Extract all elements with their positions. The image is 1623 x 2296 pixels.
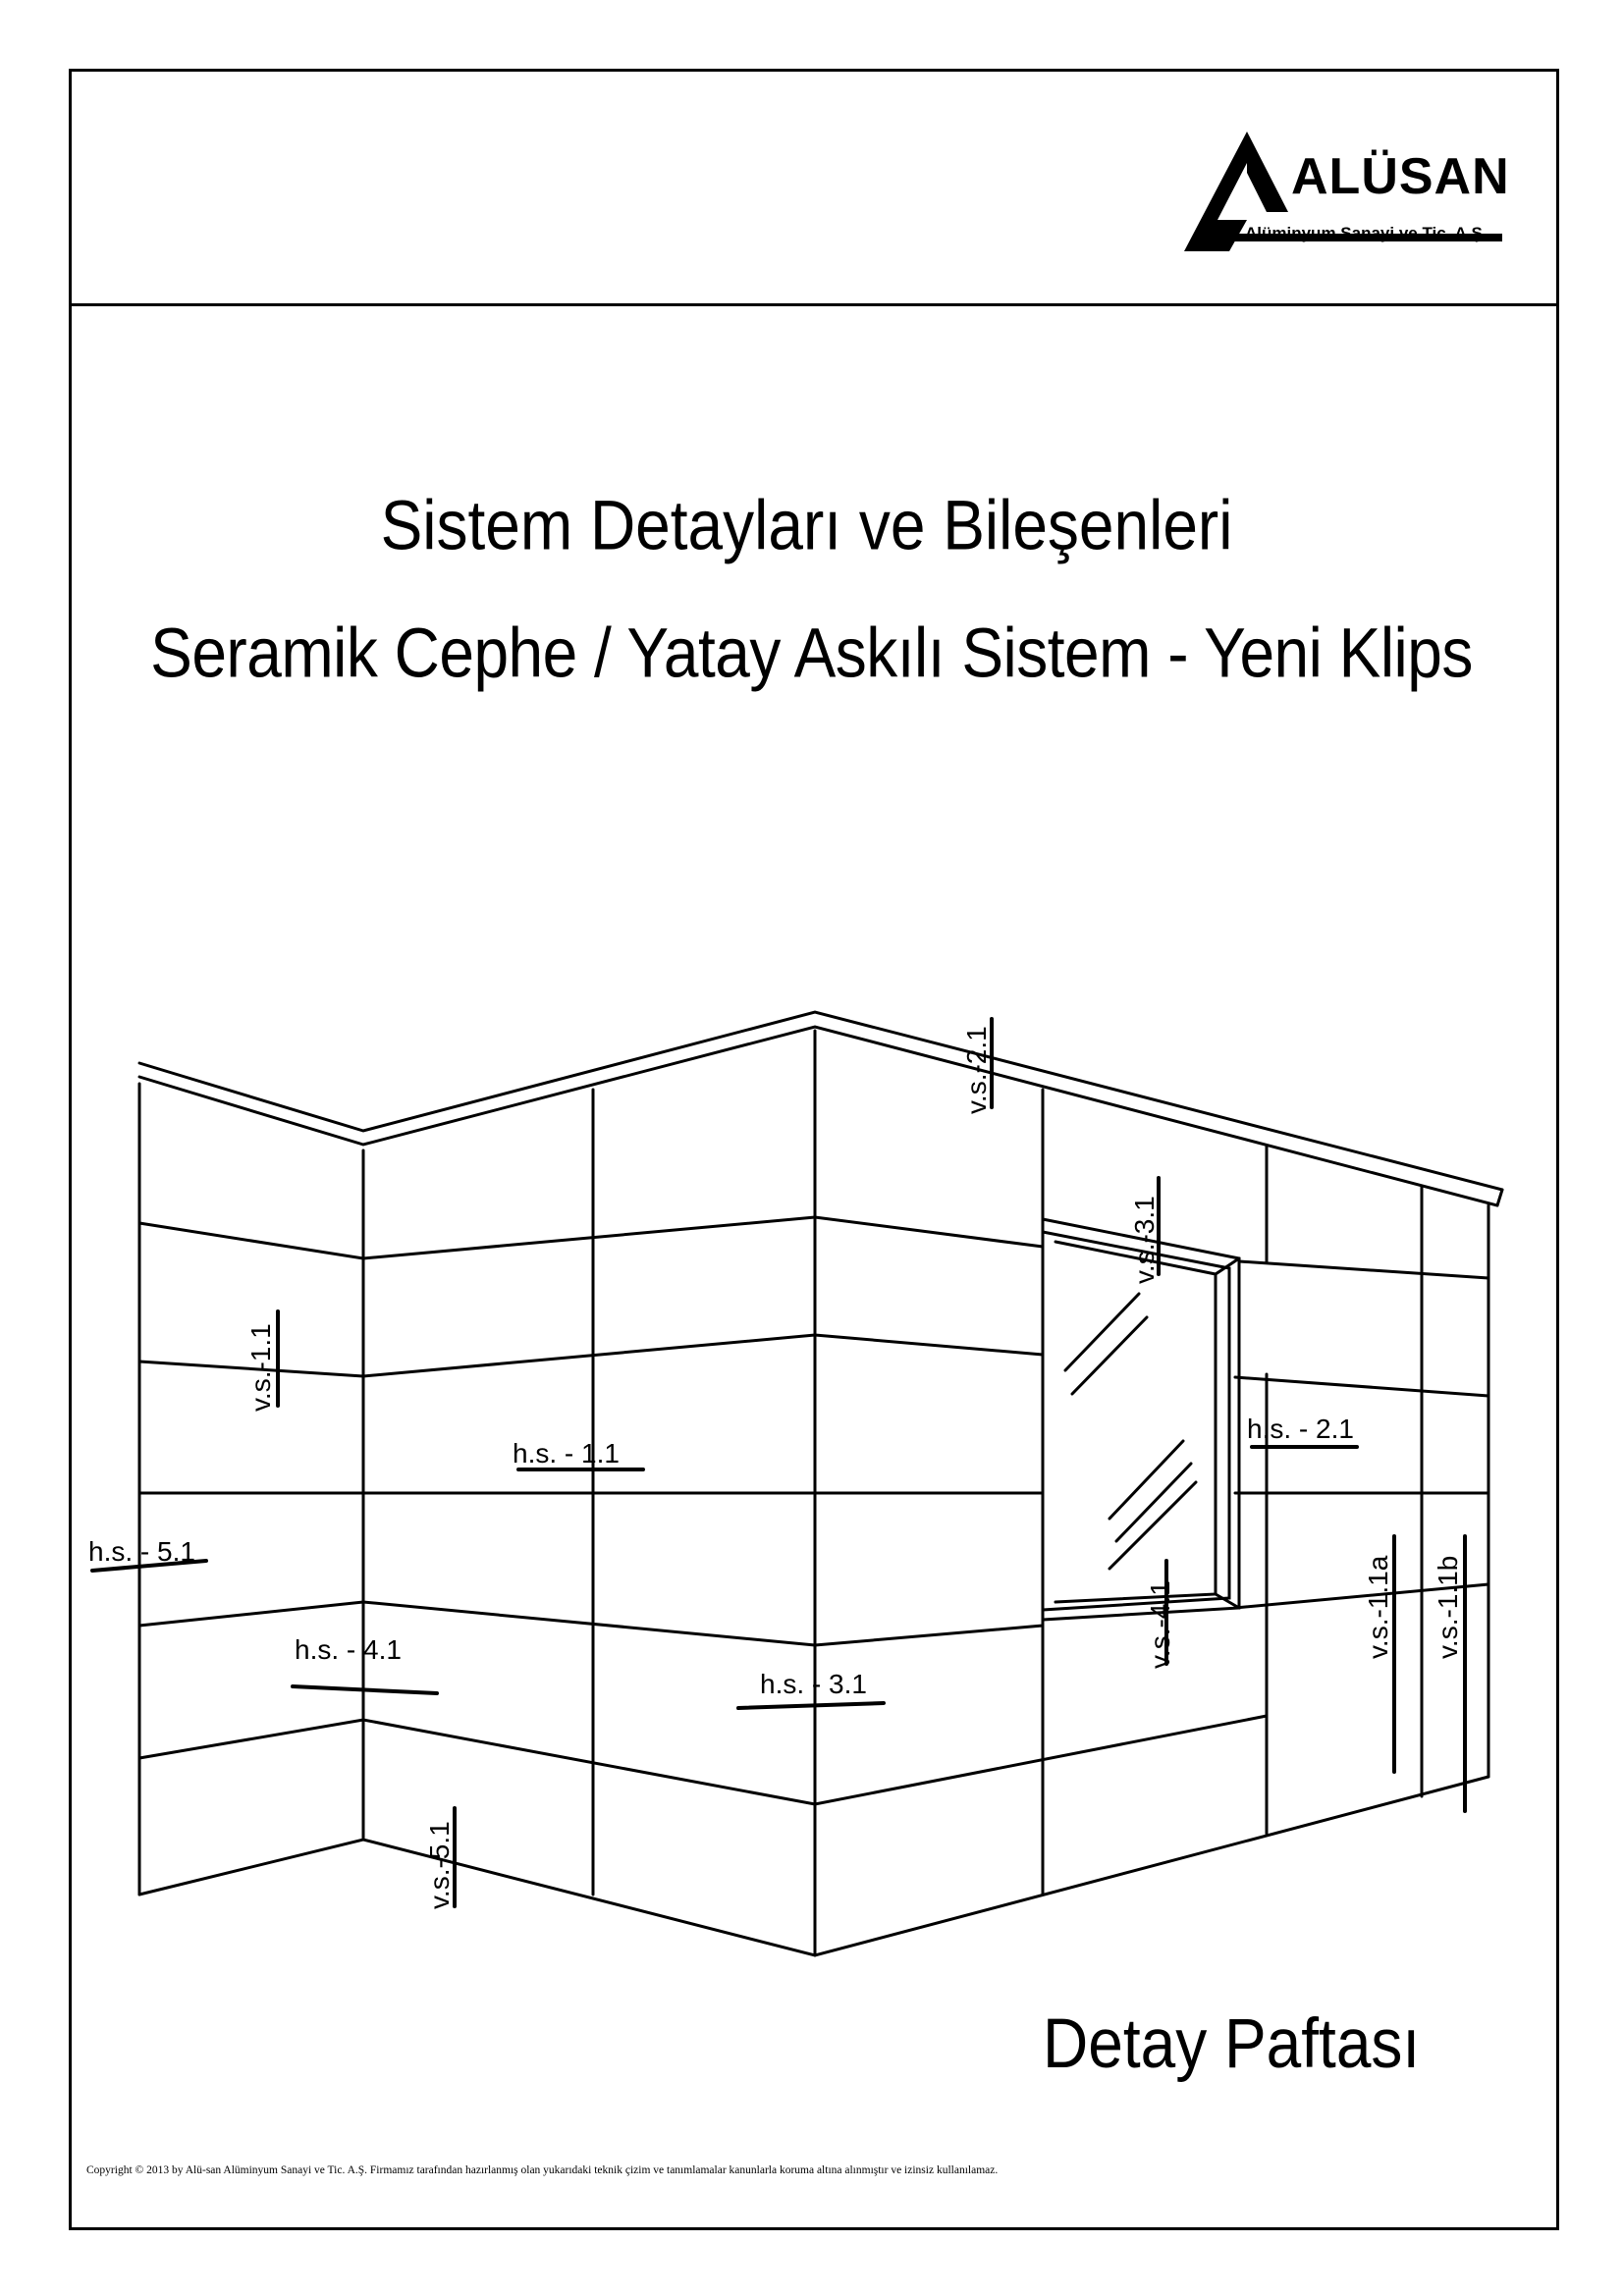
label-hs-5-1: h.s. - 5.1	[88, 1536, 195, 1567]
title-line-1: Sistem Detayları ve Bileşenleri	[380, 485, 1233, 565]
label-vs-1-1a: v.s.-1.1a	[1363, 1555, 1393, 1659]
sheet-type-label: Detay Paftası	[1043, 2003, 1421, 2083]
label-hs-3-1: h.s. - 3.1	[760, 1669, 867, 1699]
logo-brand-text: ALÜSAN	[1291, 148, 1510, 205]
label-leaders	[92, 1019, 1465, 1906]
label-vs-1-1: v.s.-1.1	[245, 1323, 276, 1412]
title-line-2: Seramik Cephe / Yatay Askılı Sistem - Yeni Klips	[150, 613, 1473, 693]
logo-tagline: Alüminyum Sanayi ve Tic. A.Ş.	[1245, 224, 1488, 242]
copyright-notice: Copyright © 2013 by Alü-san Alüminyum Sanayi ve Tic. A.Ş. Firmamız tarafından hazırlanmış olan yukarıdaki teknik çizim ve tanımlamalar kanunlarla koruma altına alınmıştır ve izinsiz kullanılamaz.	[86, 2164, 999, 2176]
component-labels	[88, 1026, 1463, 1909]
label-vs-2-1: v.s.-2.1	[961, 1026, 992, 1114]
label-hs-4-1: h.s. - 4.1	[295, 1634, 402, 1665]
label-hs-1-1: h.s. - 1.1	[513, 1438, 620, 1468]
coping-profile	[139, 1012, 1502, 1205]
label-vs-4-1: v.s.-4.1	[1145, 1580, 1175, 1669]
label-hs-2-1: h.s. - 2.1	[1247, 1414, 1354, 1444]
label-vs-1-1b: v.s.-1.1b	[1433, 1555, 1463, 1659]
label-vs-5-1: v.s.-5.1	[424, 1821, 455, 1909]
label-vs-3-1: v.s.-3.1	[1129, 1196, 1160, 1284]
